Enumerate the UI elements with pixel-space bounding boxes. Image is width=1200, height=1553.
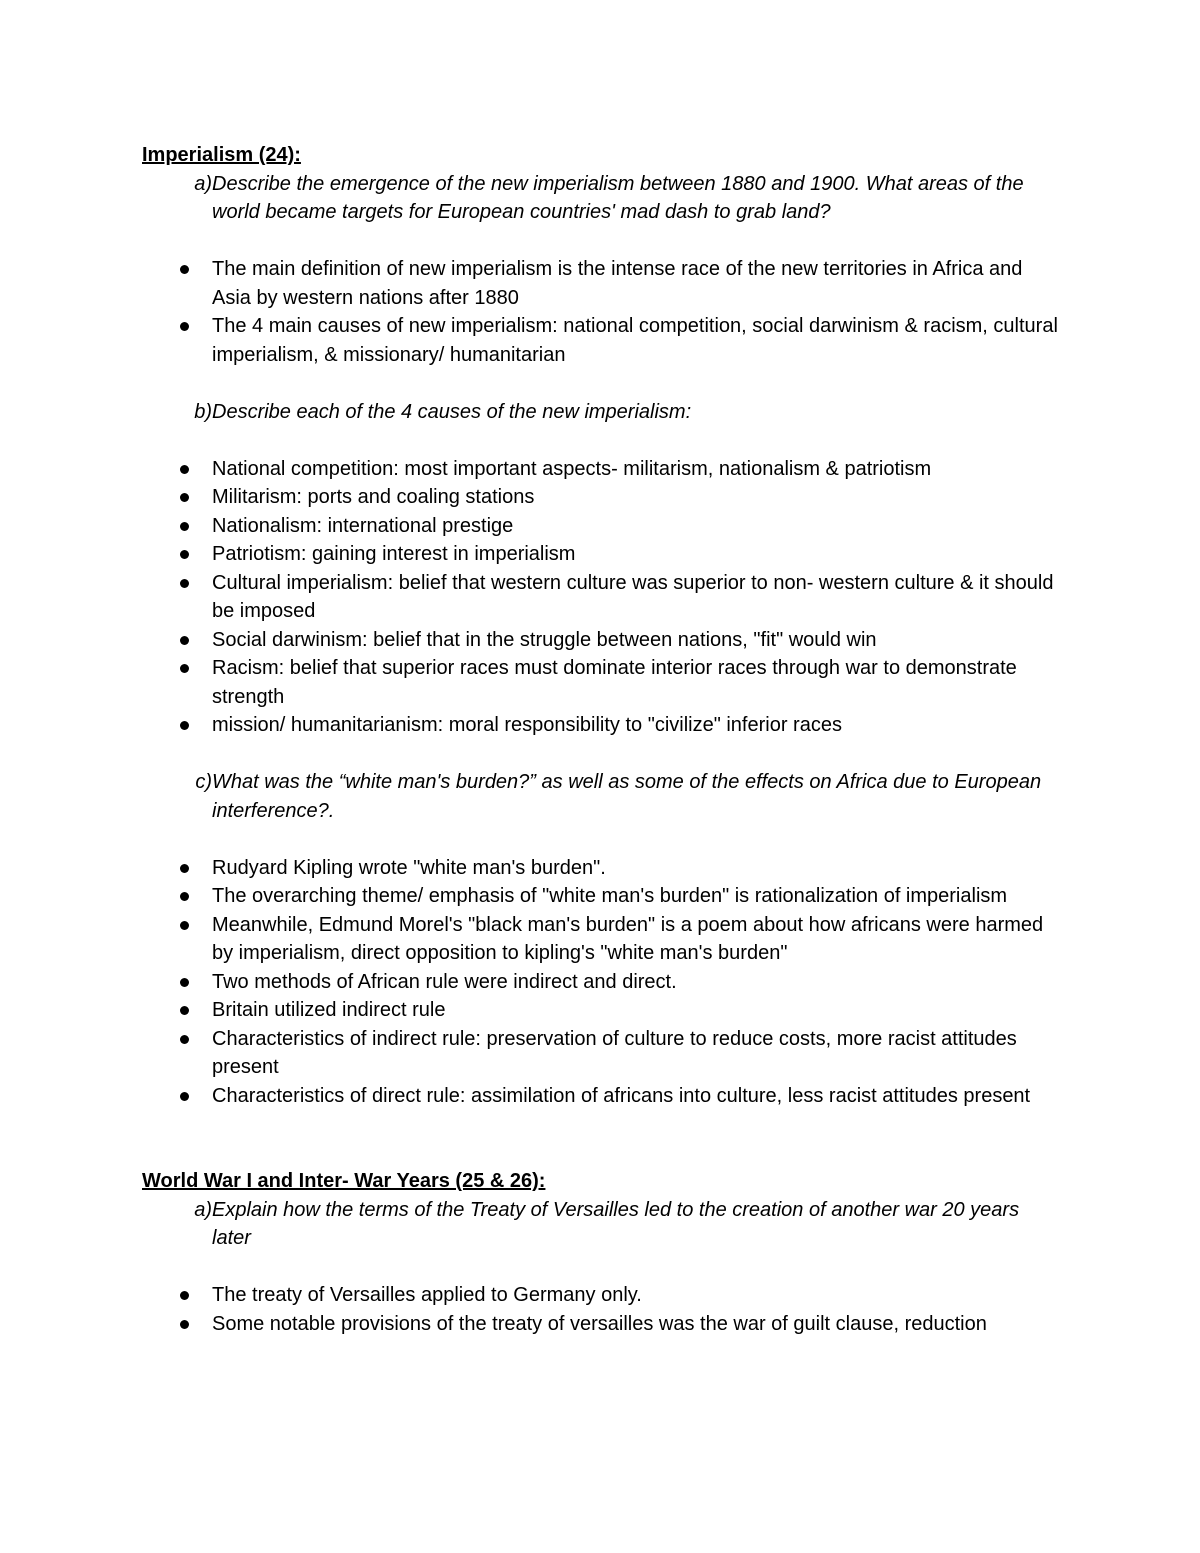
bullet-dot-icon — [142, 1281, 212, 1310]
bullet-dot-icon — [142, 512, 212, 541]
question-a — [142, 1196, 1062, 1253]
bullet-text: Cultural imperialism: belief that western culture was superior to non- western culture & it should be imposed — [212, 571, 1054, 622]
section-heading-world-war-i: World War I and Inter- War Years (25 & 26): — [142, 1170, 546, 1192]
bullet-dot-icon — [142, 569, 212, 626]
bullet-dot-icon — [142, 483, 212, 512]
bullet-list — [142, 455, 1062, 740]
bullet-text: Social darwinism: belief that in the struggle between nations, "fit" would win — [212, 628, 877, 651]
bullet-item — [142, 455, 1062, 484]
bullet-item — [142, 996, 1062, 1025]
bullet-list — [142, 255, 1062, 369]
bullet-item — [142, 626, 1062, 655]
question-label: b) — [194, 400, 212, 423]
spacer — [142, 227, 1062, 256]
bullet-text: mission/ humanitarianism: moral responsibility to "civilize" inferior races — [212, 714, 842, 736]
bullet-text: National competition: most important aspects- militarism, nationalism & patriotism — [212, 457, 932, 480]
bullet-item — [142, 512, 1062, 541]
bullet-list — [142, 854, 1062, 1111]
bullet-item — [142, 882, 1062, 911]
bullet-list — [142, 1281, 1062, 1338]
bullet-text: Rudyard Kipling wrote "white man's burden". — [212, 856, 606, 879]
bullet-dot-icon — [142, 540, 212, 569]
bullet-text: Racism: belief that superior races must dominate interior races through war to demonstrate strength — [212, 657, 1017, 708]
bullet-dot-icon — [142, 711, 212, 740]
section-heading-imperialism: Imperialism (24): — [142, 144, 301, 166]
bullet-item — [142, 968, 1062, 997]
bullet-item — [142, 1281, 1062, 1310]
bullet-text: Nationalism: international prestige — [212, 514, 514, 537]
bullet-dot-icon — [142, 911, 212, 968]
bullet-text: Meanwhile, Edmund Morel's "black man's burden" is a poem about how africans were harmed by imperialism, direct opposition to kipling's "white man's burden" — [212, 913, 1044, 964]
question-c — [142, 768, 1062, 825]
bullet-item — [142, 1025, 1062, 1082]
bullet-item — [142, 540, 1062, 569]
bullet-text: The treaty of Versailles applied to Germany only. — [212, 1284, 642, 1306]
bullet-item — [142, 911, 1062, 968]
bullet-item — [142, 483, 1062, 512]
bullet-dot-icon — [142, 882, 212, 911]
bullet-dot-icon — [142, 1082, 212, 1111]
bullet-dot-icon — [142, 455, 212, 484]
bullet-dot-icon — [142, 654, 212, 711]
bullet-item — [142, 654, 1062, 711]
bullet-text: Some notable provisions of the treaty of versailles was the war of guilt clause, reduction — [212, 1312, 987, 1335]
bullet-text: The 4 main causes of new imperialism: national competition, social darwinism & racism, cultural imperialism, & missionary/ humanitarian — [212, 315, 1058, 366]
bullet-text: Characteristics of indirect rule: preservation of culture to reduce costs, more racist attitudes present — [212, 1027, 1017, 1078]
bullet-dot-icon — [142, 1310, 212, 1339]
question-b — [142, 398, 1062, 427]
bullet-item — [142, 854, 1062, 883]
question-label: c) — [195, 771, 212, 793]
document-content — [142, 141, 1062, 1338]
bullet-dot-icon — [142, 1025, 212, 1082]
spacer — [142, 825, 1062, 854]
bullet-item — [142, 255, 1062, 312]
bullet-text: Patriotism: gaining interest in imperialism — [212, 543, 576, 565]
bullet-dot-icon — [142, 996, 212, 1025]
bullet-item — [142, 1082, 1062, 1111]
question-text: Describe each of the 4 causes of the new imperialism: — [212, 400, 692, 423]
bullet-item — [142, 1310, 1062, 1339]
bullet-text: The main definition of new imperialism is the intense race of the new territories in Africa and Asia by western nations after 1880 — [212, 258, 1023, 309]
question-label: a) — [194, 172, 212, 195]
bullet-item — [142, 569, 1062, 626]
bullet-item — [142, 312, 1062, 369]
question-label: a) — [194, 1198, 212, 1221]
bullet-item — [142, 711, 1062, 740]
spacer — [142, 426, 1062, 455]
spacer — [142, 740, 1062, 769]
question-text: Describe the emergence of the new imperialism between 1880 and 1900. What areas of the world became targets for European countries' mad dash to grab land? — [212, 172, 1024, 223]
bullet-text: Britain utilized indirect rule — [212, 999, 446, 1021]
question-text: Explain how the terms of the Treaty of Versailles led to the creation of another war 20 years later — [212, 1198, 1020, 1249]
spacer — [142, 1110, 1062, 1167]
bullet-dot-icon — [142, 312, 212, 369]
bullet-dot-icon — [142, 255, 212, 312]
bullet-text: Two methods of African rule were indirect and direct. — [212, 970, 677, 993]
bullet-dot-icon — [142, 968, 212, 997]
bullet-text: Militarism: ports and coaling stations — [212, 486, 535, 508]
question-a — [142, 170, 1062, 227]
spacer — [142, 369, 1062, 398]
bullet-dot-icon — [142, 854, 212, 883]
question-text: What was the “white man's burden?” as well as some of the effects on Africa due to European interference?. — [212, 771, 1042, 822]
bullet-text: Characteristics of direct rule: assimilation of africans into culture, less racist attitudes present — [212, 1084, 1031, 1107]
spacer — [142, 1253, 1062, 1282]
bullet-text: The overarching theme/ emphasis of "white man's burden" is rationalization of imperialism — [212, 885, 1008, 907]
bullet-dot-icon — [142, 626, 212, 655]
